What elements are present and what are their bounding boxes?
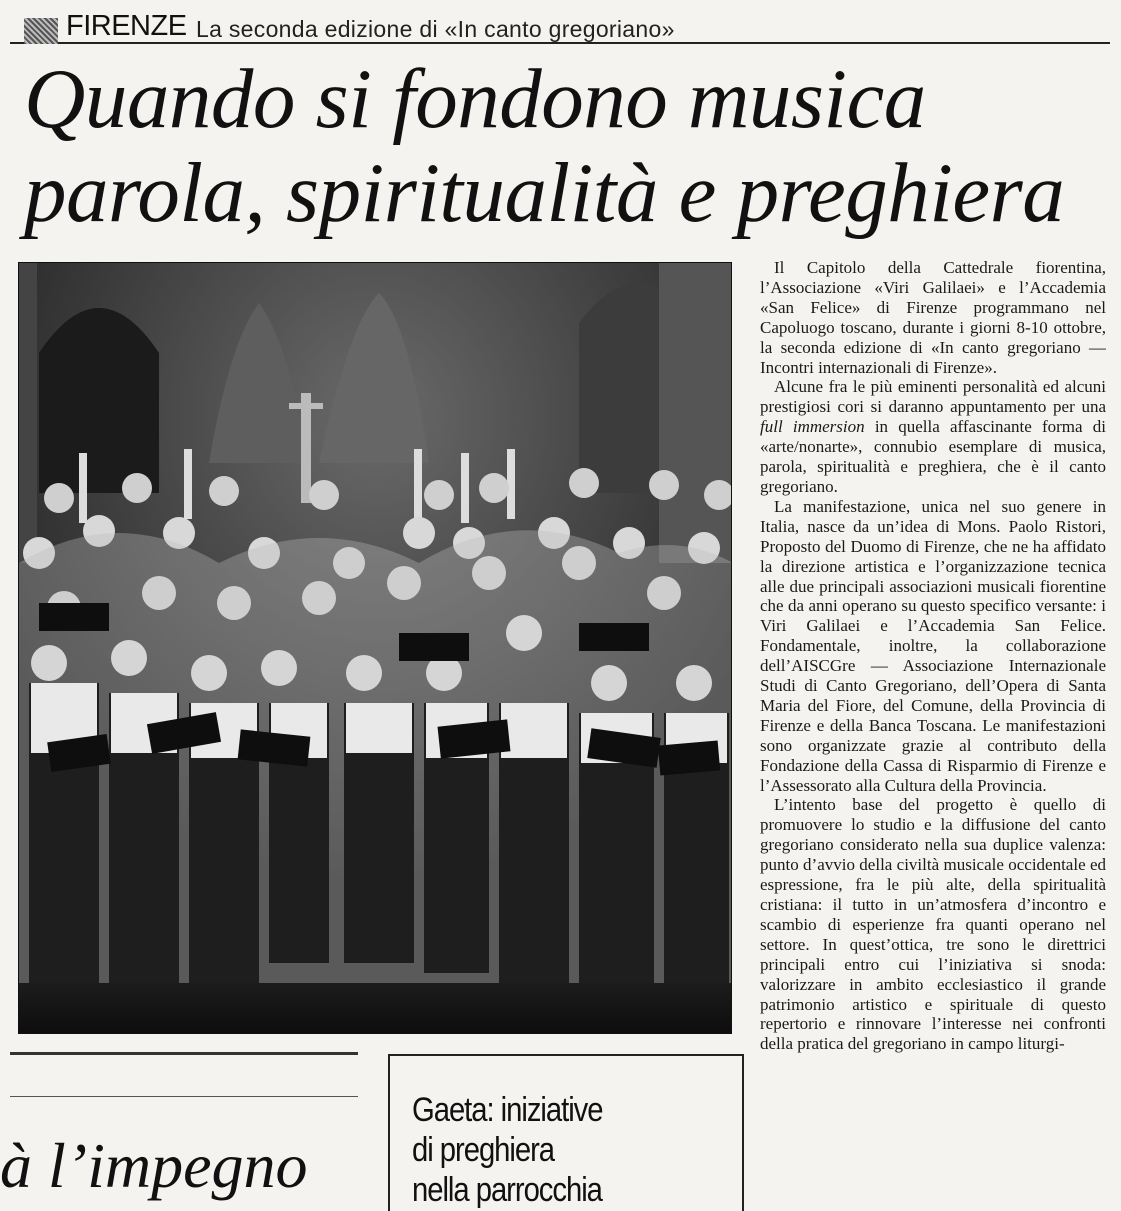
boxed-title-line-2: di preghiera (412, 1131, 555, 1169)
emphasis-full-immersion: full immersion (760, 417, 865, 437)
headline-line-2: parola, spiritualità e preghiera (24, 146, 1065, 240)
boxed-title-line-1: Gaeta: iniziative (412, 1091, 603, 1129)
boxed-title-line-3: nella parrocchia (412, 1171, 602, 1209)
separator-line-thin (10, 1096, 358, 1097)
boxed-article (388, 1054, 744, 1211)
article-paragraph-1: Il Capitolo della Cattedrale fiorentina, l’Associazione «Viri Galilaei» e l’Accademia «San Felice» di Firenze programmano nel Capoluogo toscano, durante i giorni 8-10 ottobre, la seconda edizione di «In canto gregoriano — Incontri internazionali di Firenze». (760, 258, 1106, 377)
kicker-subtitle: La seconda edizione di «In canto gregoriano» (196, 16, 675, 42)
article-paragraph-4: L’intento base del progetto è quello di promuovere lo studio e la diffusione del canto gregoriano considerato nella sua duplice valenza: punto d’avvio della civiltà musicale occidentale ed espressione, fra le più alte, della spiritualità cristiana: il tutto in un’atmosfera d’incontro e scambio di esperienze fra quanti operano nel settore. In quest’ottica, tre sono le direttrici principali entro cui l’iniziativa si snoda: valorizzare in ambito ecclesiastico il grande patrimonio artistico e spirituale di questo repertorio e rinnovare l’interesse nei confronti della pratica del gregoriano in campo liturgi- (760, 795, 1106, 1054)
article-paragraph-2: Alcune fra le più eminenti personalità ed alcuni prestigiosi cori si daranno appuntamento per una full immersion in quella affascinante forma di «arte/nonarte», connubio esemplare di musica, parola, spiritualità e preghiera, che è il canto gregoriano. (760, 377, 1106, 496)
section-name: FIRENZE (66, 10, 187, 42)
adjacent-article-title: à l’impegno (0, 1130, 308, 1201)
kicker-square-icon (24, 18, 58, 44)
article-paragraph-3: La manifestazione, unica nel suo genere in Italia, nasce da un’idea di Mons. Paolo Ristori, Proposto del Duomo di Firenze, che ne ha affidato la direzione artistica e l’organizzazione tecnica alle due principali associazioni musicali fiorentine che da anni operano su questo specifico versante: i Viri Galilaei e l’Accademia San Felice. Fondamentale, inoltre, la collaborazione dell’AISCGre — Associazione Internazionale Studi di Canto Gregoriano, dell’Opera di Santa Maria del Fiore, del Comune, della Provincia di Firenze e della Banca Toscana. Le manifestazioni sono organizzate grazie al contributo della Fondazione della Cassa di Risparmio di Firenze e l’Assessorato alla Cultura della Provincia. (760, 496, 1106, 795)
choir-photo (18, 262, 732, 1034)
boxed-article-title (412, 1090, 696, 1210)
section-kicker (10, 10, 1110, 44)
choir-photo-icon (19, 263, 732, 1034)
headline (24, 52, 1114, 240)
separator-line (10, 1052, 358, 1055)
headline-line-1: Quando si fondono musica (24, 52, 926, 146)
article-body (760, 258, 1106, 1208)
